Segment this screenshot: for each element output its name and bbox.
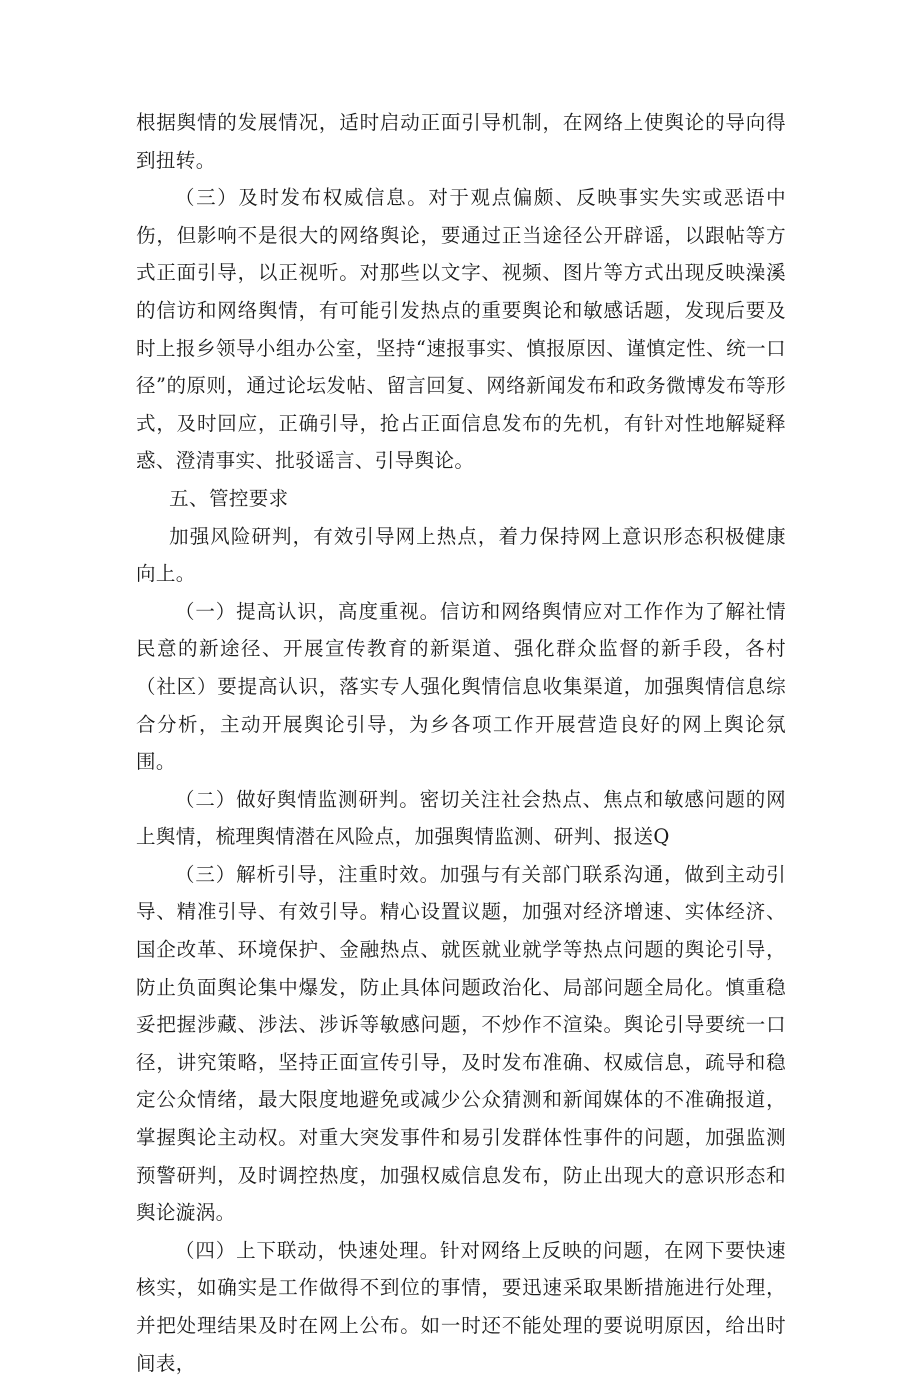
document-body	[136, 104, 786, 1382]
paragraph-control-intro: 加强风险研判，有效引导网上热点，着力保持网上意识形态积极健康向上。	[136, 524, 786, 586]
paragraph-rapid-response: （四）上下联动，快速处理。针对网络上反映的问题，在网下要快速核实，如确实是工作做得不到位的事情，要迅速采取果断措施进行处理，并把处理结果及时在网上公布。如一时还不能处理的要说明原因，给出时间表，	[136, 1238, 786, 1375]
paragraph-continuation: 根据舆情的发展情况，适时启动正面引导机制，在网络上使舆论的导向得到扭转。	[136, 111, 786, 172]
paragraph-guidance: （三）解析引导，注重时效。加强与有关部门联系沟通，做到主动引导、精准引导、有效引导。精心设置议题，加强对经济增速、实体经济、国企改革、环境保护、金融热点、就医就业就学等热点问题的舆论引导，防止负面舆论集中爆发，防止具体问题政治化、局部问题全局化。慎重稳妥把握涉藏、涉法、涉诉等敏感问题，不炒作不渲染。舆论引导要统一口径，讲究策略，坚持正面宣传引导，及时发布准确、权威信息，疏导和稳定公众情绪，最大限度地避免或减少公众猜测和新闻媒体的不准确报道，掌握舆论主动权。对重大突发事件和易引发群体性事件的问题，加强监测预警研判，及时调控热度，加强权威信息发布，防止出现大的意识形态和舆论漩涡。	[136, 862, 786, 1225]
paragraph-raise-awareness: （一）提高认识，高度重视。信访和网络舆情应对工作作为了解社情民意的新途径、开展宣传教育的新渠道、强化群众监督的新手段，各村（社区）要提高认识，落实专人强化舆情信息收集渠道，加强舆情信息综合分析，主动开展舆论引导，为乡各项工作开展营造良好的网上舆论氛围。	[136, 599, 786, 774]
paragraph-publish-authority-info: （三）及时发布权威信息。对于观点偏颇、反映事实失实或恶语中伤，但影响不是很大的网络舆论，要通过正当途径公开辟谣，以跟帖等方式正面引导，以正视听。对那些以文字、视频、图片等方式出现反映澡溪的信访和网络舆情，有可能引发热点的重要舆论和敏感话题，发现后要及时上报乡领导小组办公室，坚持“速报事实、慎报原因、谨慎定性、统一口径”的原则，通过论坛发帖、留言回复、网络新闻发布和政务微博发布等形式，及时回应，正确引导，抢占正面信息发布的先机，有针对性地解疑释惑、澄清事实、批驳谣言、引导舆论。	[136, 186, 786, 473]
paragraph-monitoring: （二）做好舆情监测研判。密切关注社会热点、焦点和敏感问题的网上舆情，梳理舆情潜在风险点，加强舆情监测、研判、报送Q	[136, 787, 786, 849]
section-heading-control-requirements: 五、管控要求	[169, 486, 289, 510]
